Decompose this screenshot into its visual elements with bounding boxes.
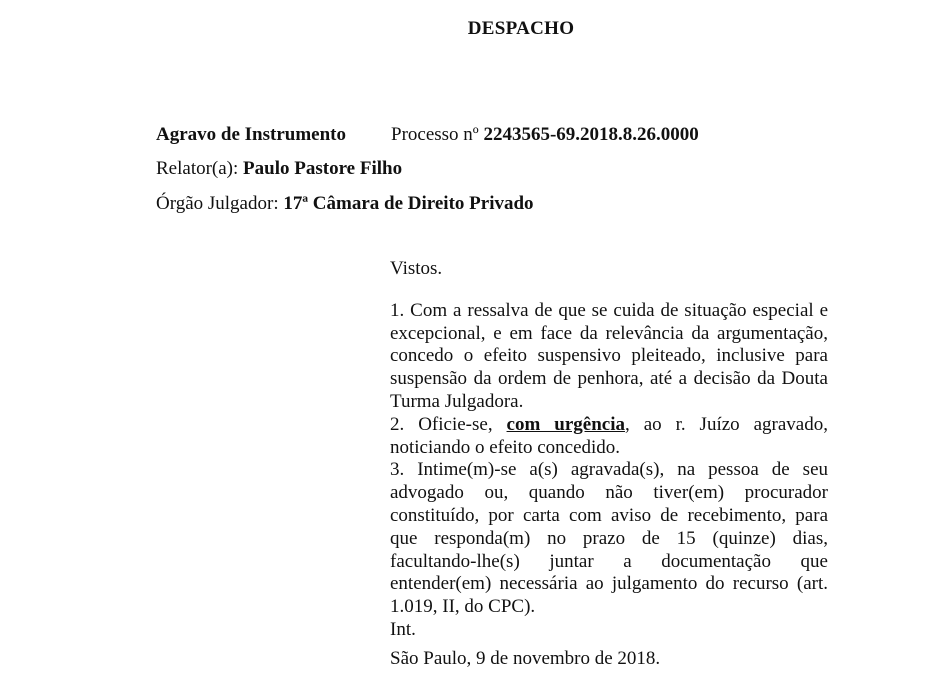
relator-name: Paulo Pastore Filho [243, 158, 403, 179]
agravo-label: Agravo de Instrumento [156, 124, 346, 145]
despacho-body [390, 258, 828, 671]
item-1: 1. Com a ressalva de que se cuida de situação especial e excepcional, e em face da relevância da argumentação, concedo o efeito suspensivo pleiteado, inclusive para suspensão da ordem de penhora, até a decisão da Douta Turma Julgadora. [390, 299, 828, 412]
orgao-label: Órgão Julgador: [156, 193, 279, 214]
item-2-end: , ao r. Juízo agravado, noticiando o efeito concedido. [390, 413, 828, 458]
document-title: DESPACHO [467, 18, 575, 39]
vistos-text: Vistos. [390, 258, 443, 279]
agravo-line [156, 124, 699, 146]
date-line: São Paulo, 9 de novembro de 2018. [390, 647, 661, 669]
orgao-line [156, 193, 534, 215]
urgency-emphasis: com urgência [506, 413, 625, 435]
processo-label: Processo nº [391, 124, 479, 145]
item-3: 3. Intime(m)-se a(s) agravada(s), na pessoa de seu advogado ou, quando não tiver(em) procurador constituído, por carta com aviso de recebimento, para que responda(m) no prazo de 15 (quinze) dias, facultando-lhe(s) juntar a documentação que entender(em) necessária ao julgamento do recurso (art. 1.019, II, do CPC). [390, 459, 828, 618]
item-2-start: 2. Oficie-se, [390, 413, 507, 435]
relator-line [156, 158, 402, 180]
processo-number: 2243565-69.2018.8.26.0000 [483, 124, 699, 145]
orgao-name: 17ª Câmara de Direito Privado [283, 193, 534, 214]
processo-group [391, 124, 699, 146]
item-2 [390, 414, 828, 460]
relator-label: Relator(a): [156, 158, 239, 179]
int-text: Int. [390, 618, 416, 640]
